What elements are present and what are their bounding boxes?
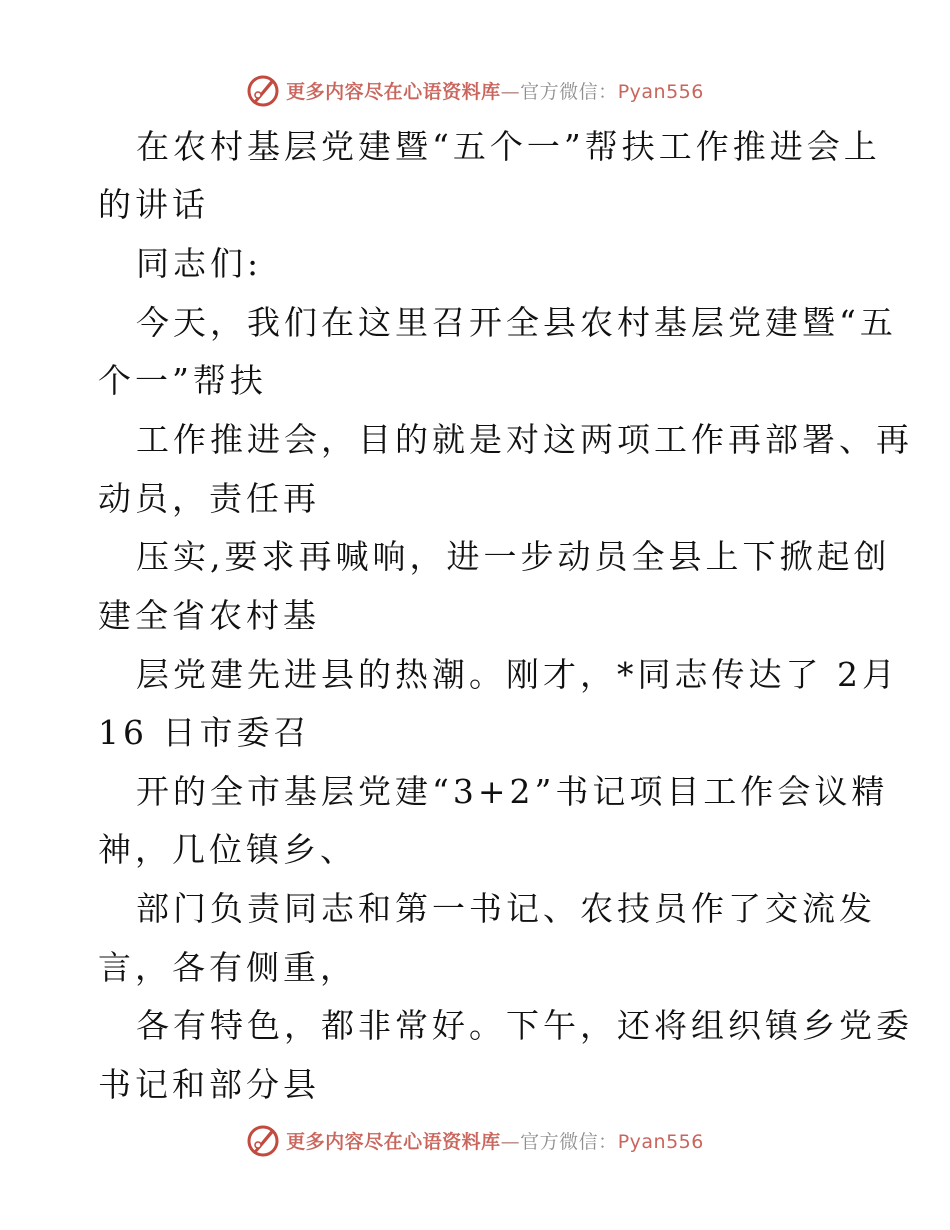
watermark-official: 官方微信：: [520, 80, 618, 103]
watermark-official: 官方微信：: [520, 1130, 618, 1153]
title-line-1: 在农村基层党建暨“五个一”帮扶工作推进会上: [136, 127, 881, 166]
paragraph-line: 部门负责同志和第一书记、农技员作了交流发: [136, 889, 876, 928]
watermark-id: Pyan556: [617, 1130, 704, 1153]
watermark-brand: 更多内容尽在心语资料库: [286, 1130, 501, 1153]
watermark-text: [286, 77, 704, 104]
footer-watermark: [0, 1120, 950, 1160]
paragraph-line: 今天，我们在这里召开全县农村基层党建暨“五: [136, 303, 897, 342]
paragraph-line: 个一”帮扶: [98, 361, 267, 400]
watermark-text: [286, 1127, 704, 1154]
paragraph-line: 16 日市委召: [98, 713, 311, 752]
quill-logo-icon: [246, 1123, 280, 1157]
paragraph-line: 书记和部分县: [98, 1065, 320, 1104]
paragraph-line: 工作推进会，目的就是对这两项工作再部署、再: [136, 420, 913, 459]
header-watermark: [0, 70, 950, 110]
paragraph-line: 神，几位镇乡、: [98, 830, 357, 869]
paragraph-line: 建全省农村基: [98, 596, 320, 635]
salutation: 同志们:: [136, 244, 263, 283]
paragraph-line: 各有特色，都非常好。下午，还将组织镇乡党委: [136, 1006, 913, 1045]
paragraph-line: 言，各有侧重，: [98, 948, 357, 987]
paragraph-line: 压实,要求再喊响，进一步动员全县上下掀起创: [136, 537, 891, 576]
paragraph-line: 层党建先进县的热潮。刚才，*同志传达了 2月: [136, 655, 899, 694]
paragraph-line: 动员，责任再: [98, 479, 320, 518]
watermark-id: Pyan556: [617, 80, 704, 103]
watermark-dash: —: [500, 1130, 521, 1153]
watermark-dash: —: [500, 80, 521, 103]
quill-logo-icon: [246, 73, 280, 107]
watermark-brand: 更多内容尽在心语资料库: [286, 80, 501, 103]
paragraph-line: 开的全市基层党建“3+2”书记项目工作会议精: [136, 772, 889, 811]
title-line-2: 的讲话: [98, 185, 209, 224]
